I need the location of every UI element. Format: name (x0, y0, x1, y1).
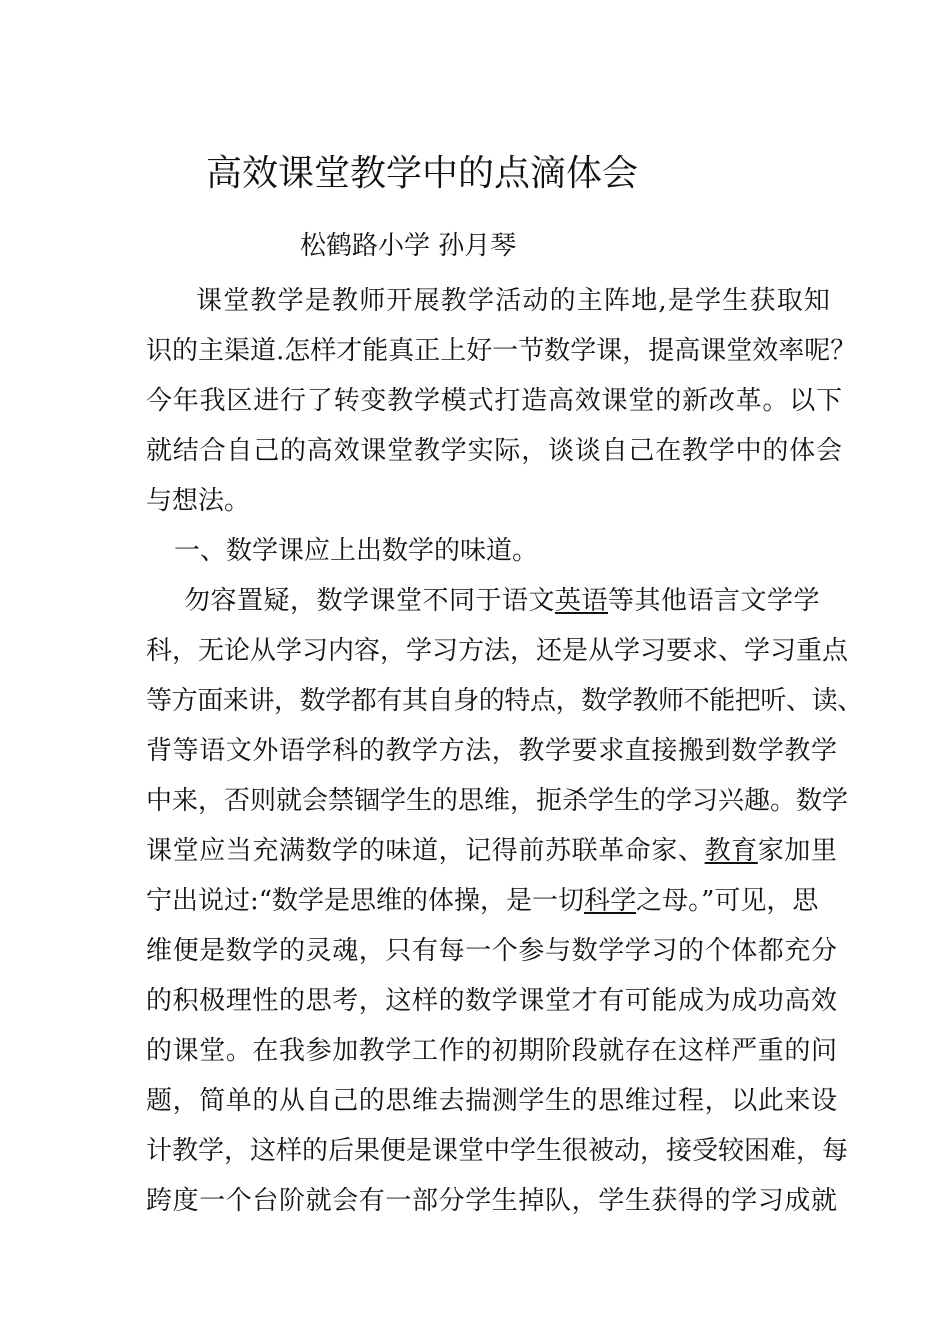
body-line-10: 的课堂。在我参加教学工作的初期阶段就存在这样严重的问 (146, 1036, 838, 1066)
intro-line-4: 就结合自己的高效课堂教学实际，谈谈自己在教学中的体会 (146, 436, 843, 466)
intro-line-1: 课堂教学是教师开展教学活动的主阵地,是学生获取知 (196, 286, 832, 316)
body-text: 等其他语言文学学 (608, 586, 821, 616)
body-line-4: 背等语文外语学科的教学方法，教学要求直接搬到数学教学 (146, 736, 838, 766)
body-line-8: 维便是数学的灵魂，只有每一个参与数学学习的个体都充分 (146, 936, 838, 966)
intro-line-5: 与想法。 (146, 486, 251, 516)
body-line-7 (146, 881, 826, 921)
intro-line-2: 识的主渠道.怎样才能真正上好一节数学课，提高课堂效率呢？ (146, 336, 857, 366)
intro-line-3: 今年我区进行了转变教学模式打造高效课堂的新改革。以下 (146, 386, 843, 416)
body-line-1 (184, 581, 826, 621)
body-line-12: 计教学，这样的后果便是课堂中学生很被动，接受较困难，每 (146, 1136, 849, 1166)
body-line-3: 等方面来讲，数学都有其自身的特点，数学教师不能把听、读、 (146, 686, 863, 716)
section-heading: 一、数学课应上出数学的味道。 (174, 536, 539, 566)
body-line-9: 的积极理性的思考，这样的数学课堂才有可能成为成功高效 (146, 986, 838, 1016)
document-title: 高效课堂教学中的点滴体会 (206, 153, 639, 194)
science-link[interactable]: 科学 (584, 886, 637, 916)
body-line-2: 科，无论从学习内容，学习方法，还是从学习要求、学习重点 (146, 636, 849, 666)
body-text: 宁出说过:“数学是思维的体操，是一切 (146, 886, 585, 916)
body-text: 家加里 (757, 836, 838, 866)
body-text: 之母。”可见，思 (636, 886, 819, 916)
body-line-11: 题，简单的从自己的思维去揣测学生的思维过程，以此来设 (146, 1086, 838, 1116)
body-line-13: 跨度一个台阶就会有一部分学生掉队，学生获得的学习成就 (146, 1186, 838, 1216)
body-line-5: 中来，否则就会禁锢学生的思维，扼杀学生的学习兴趣。数学 (146, 786, 849, 816)
english-link[interactable]: 英语 (555, 586, 609, 616)
body-line-6 (146, 831, 838, 871)
education-link[interactable]: 教育 (704, 836, 758, 866)
body-text: 课堂应当充满数学的味道，记得前苏联革命家、 (146, 836, 705, 866)
author-line: 松鹤路小学 孙月琴 (300, 231, 517, 261)
body-text: 勿容置疑，数学课堂不同于语文 (184, 586, 556, 616)
